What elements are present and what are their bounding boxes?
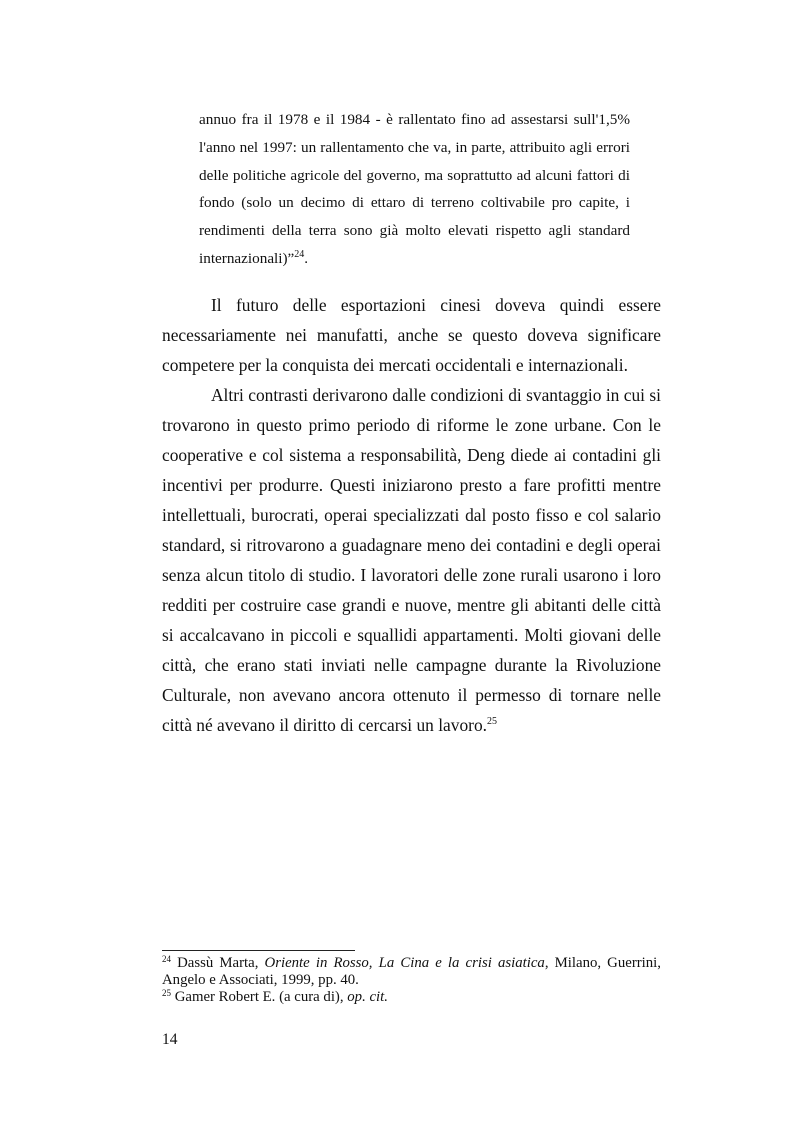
footnote-24: $^{24}$ Dassù Marta, Oriente in Rosso, La Cina e la crisi asiatica, Milano, Guerrini, Angelo e Associati, 1999, pp. 40. bbox=[162, 954, 661, 988]
paragraph-contrasts: Altri contrasti derivarono dalle condizioni di svantaggio in cui si trovarono in questo primo periodo di riforme le zone urbane. Con le cooperative e col sistema a responsabilità, Deng diede ai contadini gli incentivi per produrre. Questi iniziarono presto a fare profitti mentre intellettuali, burocrati, operai specializzati dal posto fisso e col salario standard, si ritrovarono a guadagnare meno dei contadini e degli operai senza alcun titolo di studio. I lavoratori delle zone rurali usarono i loro redditi per costruire case grandi e nuove, mentre gli abitanti delle città si accalcavano in piccoli e squallidi appartamenti. Molti giovani delle città, che erano stati inviati nelle campagne durante la Rivoluzione Culturale, non avevano ancora ottenuto il permesso di tornare nelle città né avevano il diritto di cercarsi un lavoro.$^{25}$ bbox=[162, 385, 661, 735]
quote-text: annuo fra il 1978 e il 1984 - è rallentato fino ad assestarsi sull'1,5% l'anno nel 1997: un rallentamento che va, in parte, attribuito agli errori delle politiche agricole del governo, ma soprattutto ad alcuni fattori di fondo (solo un decimo di ettaro di terreno coltivabile pro capite, i rendimenti della terra sono già molto elevati rispetto agli standard internazionali)”$^{24}$. bbox=[199, 111, 630, 267]
block-quote bbox=[199, 106, 630, 273]
footnotes bbox=[162, 955, 661, 1006]
page-number: 14 bbox=[162, 1031, 178, 1048]
footnote-25: $^{25}$ Gamer Robert E. (a cura di), op. cit. bbox=[162, 988, 388, 1005]
footnote-ref-24[interactable]: 24 bbox=[294, 248, 305, 260]
footnote-ref-25[interactable]: 25 bbox=[487, 716, 497, 728]
footnote-separator bbox=[162, 950, 355, 951]
paragraph-exports: Il futuro delle esportazioni cinesi doveva quindi essere necessariamente nei manufatti, anche se questo doveva significare competere per la conquista dei mercati occidentali e internazionali. bbox=[162, 295, 661, 375]
